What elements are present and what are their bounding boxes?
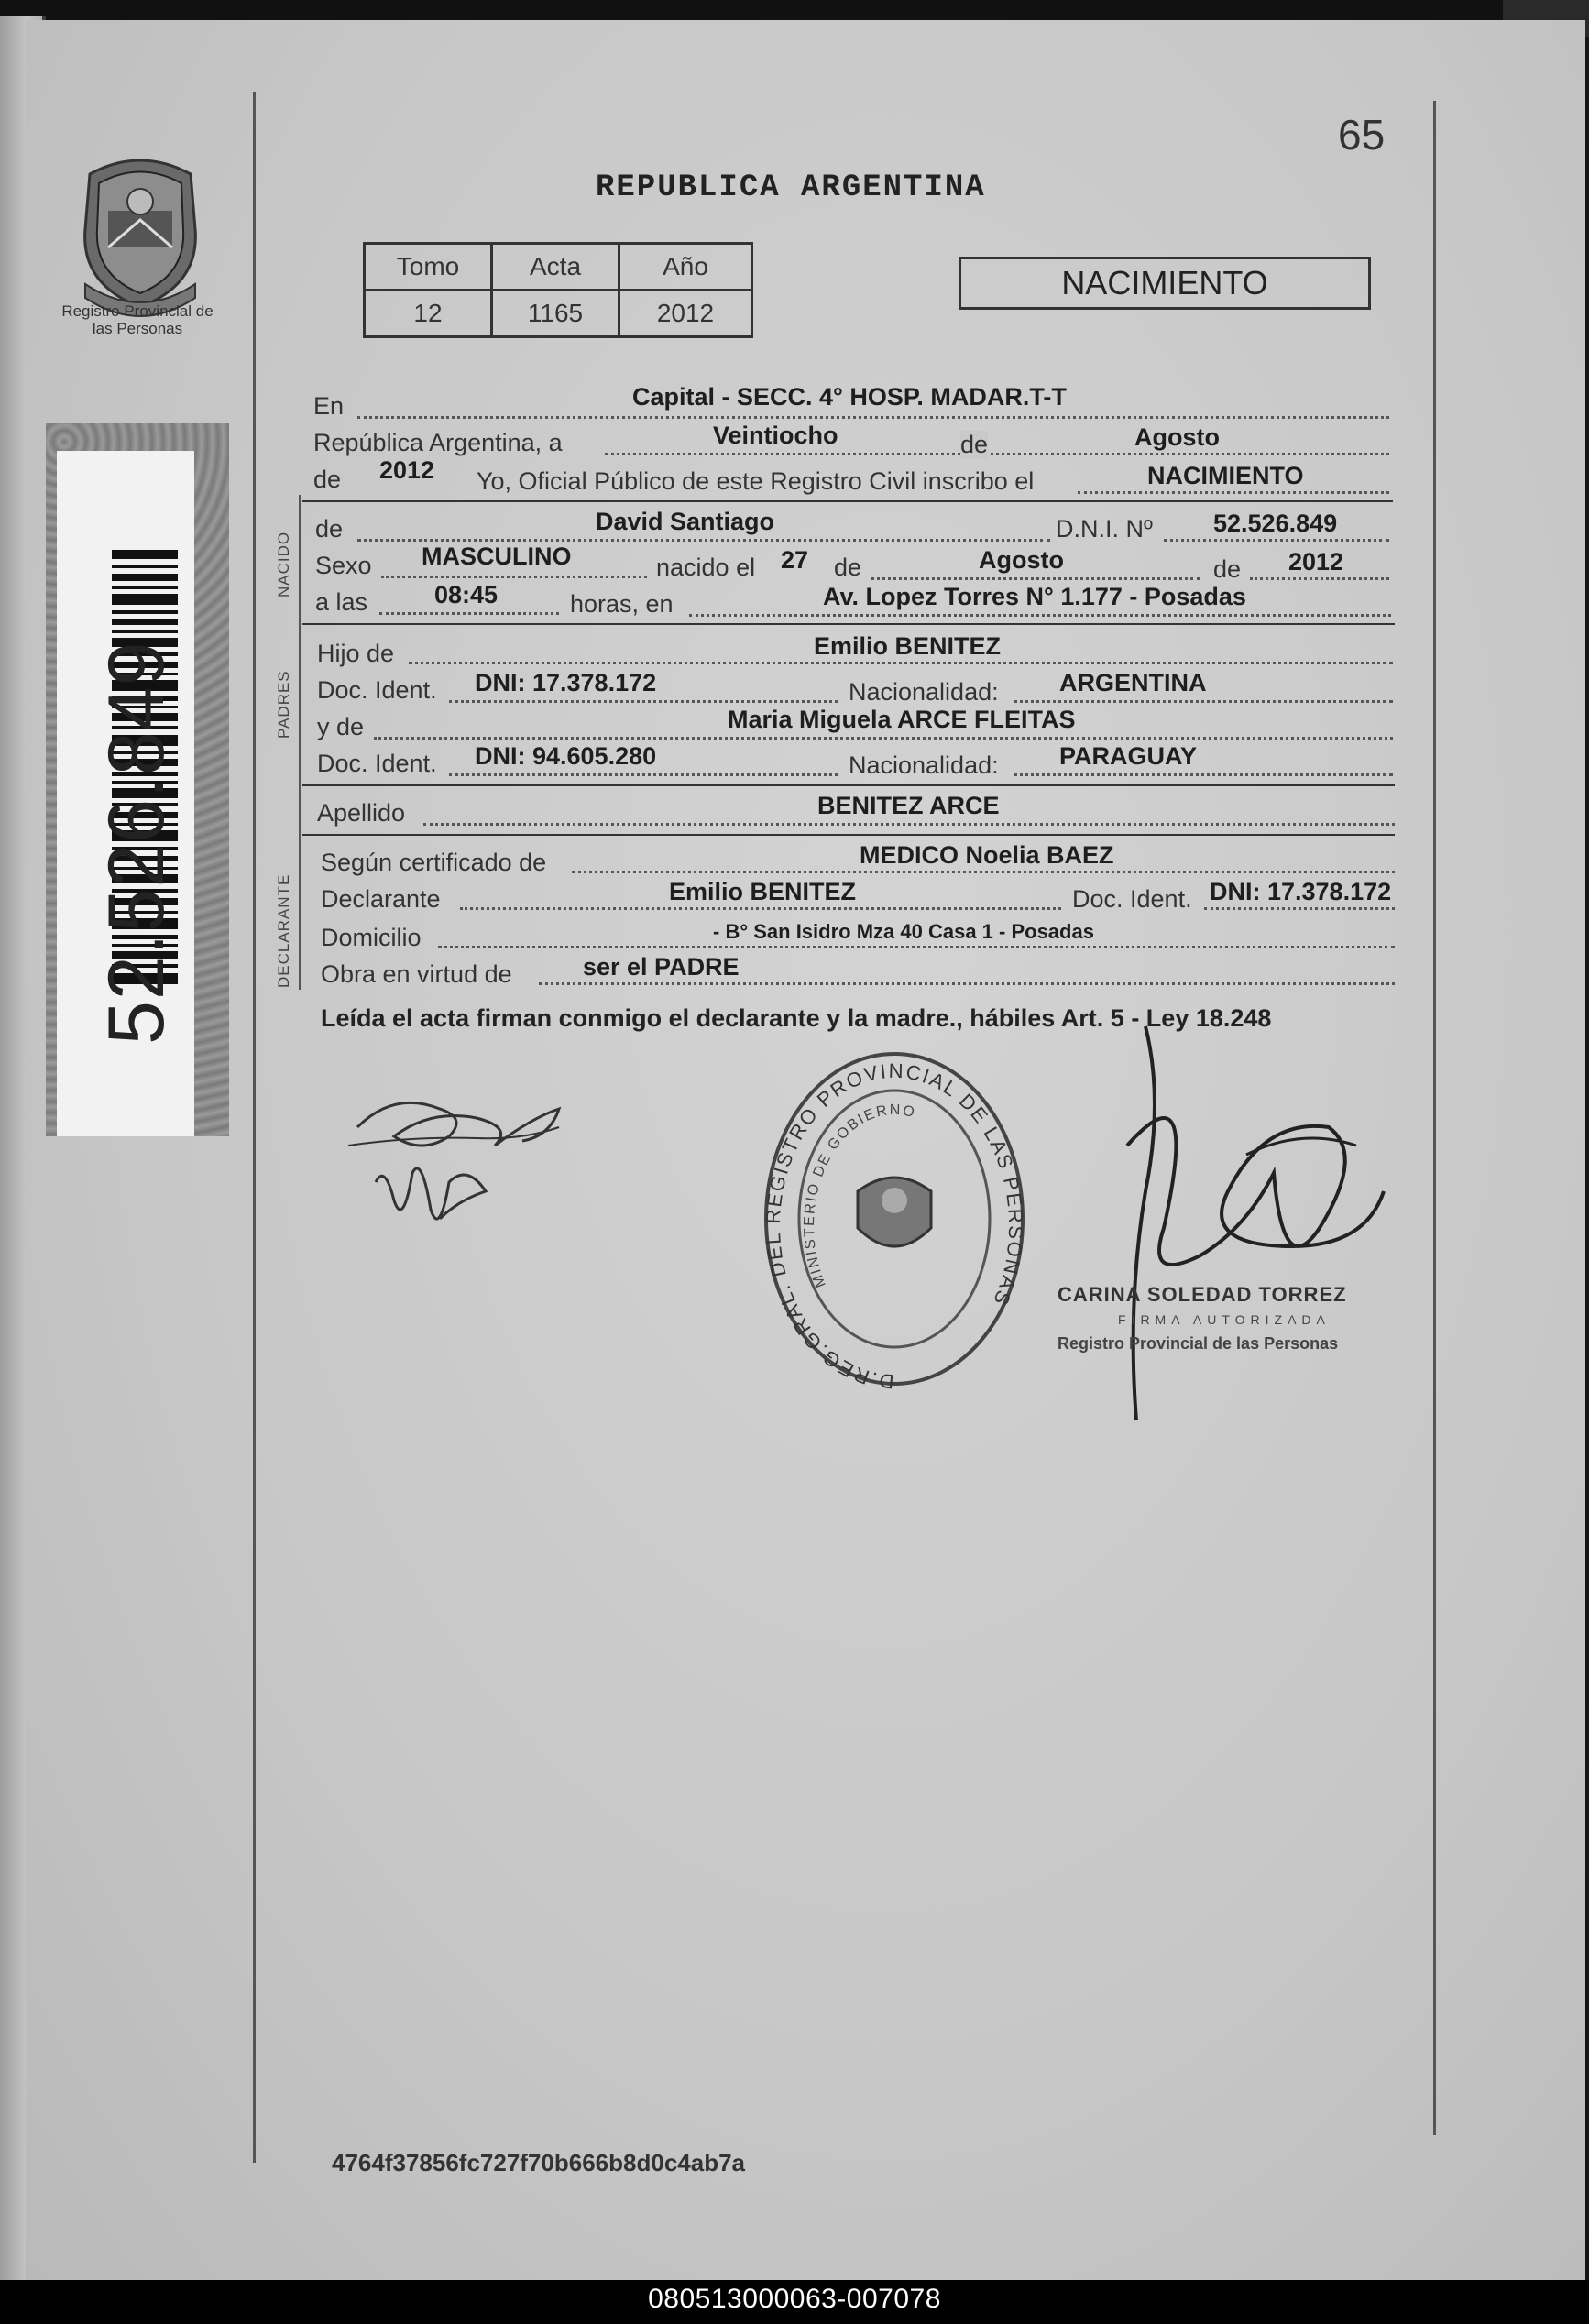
closing-statement: Leída el acta firman conmigo el declarante y la madre., hábiles Art. 5 - Ley 18.248: [321, 1004, 1272, 1032]
declarante-value: Emilio BENITEZ: [669, 878, 857, 905]
declarante-label: Declarante: [321, 885, 441, 913]
domicilio-value: - B° San Isidro Mza 40 Casa 1 - Posadas: [713, 920, 1094, 943]
dotted-line: [689, 614, 1391, 617]
sexo-value: MASCULINO: [422, 543, 572, 570]
hijo-label: Hijo de: [317, 640, 395, 667]
obra-label: Obra en virtud de: [321, 960, 512, 988]
signatory-name: CARINA SOLEDAD TORREZ: [1058, 1283, 1347, 1306]
mother-nationality: PARAGUAY: [1059, 742, 1198, 770]
dotted-line: [605, 453, 1389, 455]
de-birth-month-label: de: [834, 554, 862, 581]
oficial-text: Yo, Oficial Público de este Registro Civil inscribo el: [477, 467, 1035, 495]
republica-label: República Argentina, a: [313, 429, 563, 456]
right-margin-line: [1433, 101, 1436, 2135]
father-doc-label: Doc. Ident.: [317, 676, 437, 704]
place-of-registration: Capital - SECC. 4° HOSP. MADAR.T-T: [632, 383, 1067, 411]
dotted-line: [409, 662, 1393, 664]
seal-outer-text: D.REG.GRAL. DEL REGISTRO PROVINCIAL DE LAS PERSONAS: [761, 1058, 1028, 1393]
domicilio-label: Domicilio: [321, 924, 422, 951]
document-hash: 4764f37856fc727f70b666b8d0c4ab7a: [332, 2149, 746, 2176]
birth-day: 27: [781, 546, 809, 574]
dotted-line: [572, 871, 1395, 873]
side-label-declarante: DECLARANTE: [275, 873, 292, 988]
yde-label: y de: [317, 713, 365, 740]
apellido-value: BENITEZ ARCE: [817, 792, 1000, 819]
dotted-line: [381, 576, 647, 578]
dotted-line: [1014, 773, 1393, 776]
header-acta: Acta: [492, 244, 619, 290]
child-name: David Santiago: [596, 508, 775, 535]
apellido-label: Apellido: [317, 799, 406, 827]
header-tomo: Tomo: [365, 244, 492, 290]
document-title: REPUBLICA ARGENTINA: [596, 170, 986, 205]
dotted-line: [449, 773, 838, 776]
obra-value: ser el PADRE: [583, 953, 740, 981]
separator: [302, 834, 1395, 836]
dotted-line: [357, 539, 1050, 542]
header-ano: Año: [619, 244, 752, 290]
declarante-doc-label: Doc. Ident.: [1072, 885, 1192, 913]
father-name: Emilio BENITEZ: [814, 632, 1002, 660]
left-margin-line: [253, 92, 256, 2163]
barcode-number: 52.526.849: [93, 641, 181, 1045]
dotted-line: [449, 700, 838, 703]
separator: [302, 500, 1393, 502]
logo-caption: Registro Provincial de las Personas: [61, 302, 214, 337]
month-value: Agosto: [1134, 423, 1220, 451]
de-label: de: [960, 431, 989, 458]
record-type-box: NACIMIENTO: [959, 257, 1371, 310]
horas-label: horas, en: [570, 590, 674, 618]
en-label: En: [313, 392, 345, 420]
dotted-line: [438, 946, 1395, 948]
dotted-line: [423, 823, 1395, 826]
dotted-line: [539, 982, 1395, 985]
value-ano: 2012: [619, 290, 752, 337]
book-reference-table: [363, 242, 753, 338]
declarante-doc: DNI: 17.378.172: [1210, 878, 1392, 905]
dotted-line: [379, 612, 559, 615]
dotted-line: [374, 737, 1393, 740]
dotted-line: [357, 416, 1389, 419]
side-label-padres: PADRES: [275, 670, 292, 739]
birth-time: 08:45: [434, 581, 499, 608]
value-tomo: 12: [365, 290, 492, 337]
birth-place: Av. Lopez Torres N° 1.177 - Posadas: [823, 583, 1246, 610]
alas-label: a las: [315, 588, 368, 616]
birth-year: 2012: [1288, 548, 1344, 576]
footer-id: 080513000063-007078: [648, 2284, 941, 2314]
father-nat-label: Nacionalidad:: [849, 678, 999, 706]
nacido-label: nacido el: [656, 554, 756, 581]
officer-signature: [1063, 1008, 1402, 1430]
side-label-nacido: NACIDO: [275, 531, 292, 597]
mother-doc-label: Doc. Ident.: [317, 750, 437, 777]
page-number: 65: [1338, 111, 1386, 159]
signatory-org: Registro Provincial de las Personas: [1058, 1334, 1339, 1353]
separator: [302, 784, 1395, 786]
separator: [302, 623, 1395, 625]
de-year-label: de: [313, 466, 342, 493]
father-doc: DNI: 17.378.172: [475, 669, 657, 696]
dotted-line: [1164, 539, 1389, 542]
dotted-line: [460, 907, 1061, 910]
de-birth-year-label: de: [1213, 555, 1242, 583]
dotted-line: [1204, 907, 1395, 910]
de-name-label: de: [315, 515, 344, 543]
seal-inner-text: MINISTERIO DE GOBIERNO: [801, 1102, 918, 1290]
dotted-line: [1014, 700, 1393, 703]
dotted-line: [871, 577, 1200, 580]
father-nationality: ARGENTINA: [1059, 669, 1207, 696]
declarant-signatures: [339, 1072, 577, 1265]
official-seal: [757, 1045, 1032, 1393]
mother-doc: DNI: 94.605.280: [475, 742, 657, 770]
dni-label: D.N.I. Nº: [1056, 515, 1153, 543]
section-margin-line: [299, 495, 301, 990]
mother-nat-label: Nacionalidad:: [849, 751, 999, 779]
day-value: Veintiocho: [713, 422, 838, 449]
sexo-label: Sexo: [315, 552, 372, 579]
signatory-role: FIRMA AUTORIZADA: [1118, 1312, 1331, 1327]
dotted-line: [1078, 491, 1389, 494]
certificate-value: MEDICO Noelia BAEZ: [860, 841, 1114, 869]
dotted-line: [1250, 577, 1389, 580]
mother-name: Maria Miguela ARCE FLEITAS: [728, 706, 1076, 733]
child-dni: 52.526.849: [1213, 510, 1338, 537]
birth-month: Agosto: [979, 546, 1064, 574]
acta-type-value: NACIMIENTO: [1147, 462, 1304, 489]
segun-label: Según certificado de: [321, 849, 547, 876]
year-value: 2012: [379, 456, 435, 484]
value-acta: 1165: [492, 290, 619, 337]
